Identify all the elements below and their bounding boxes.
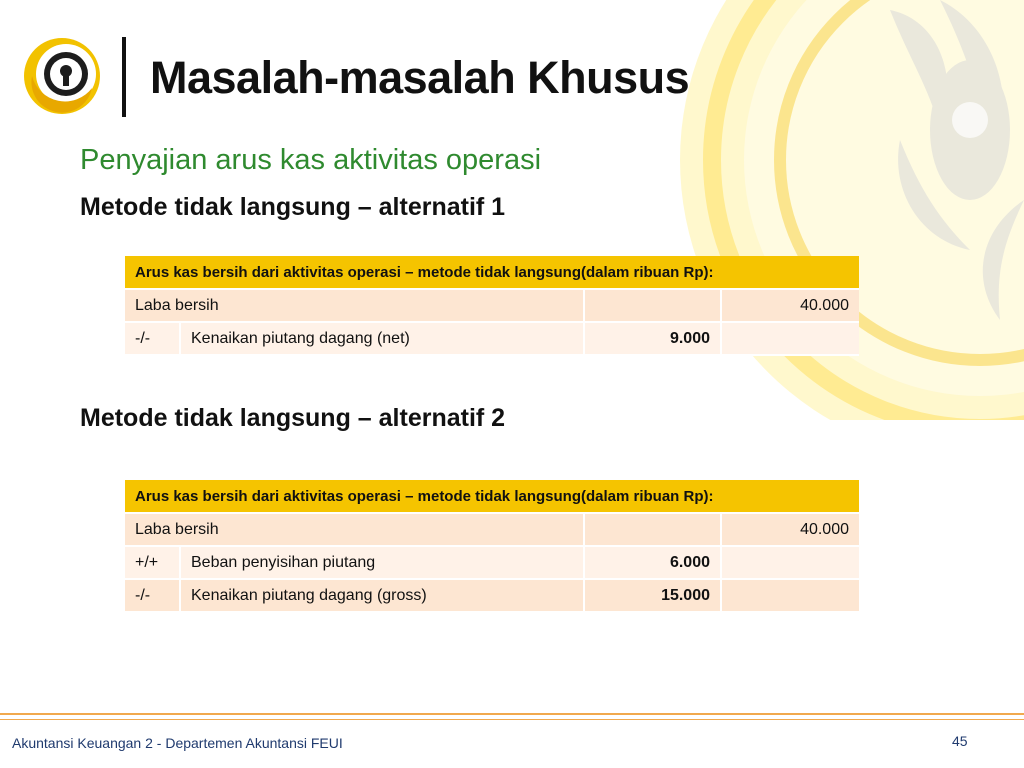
row-sign: -/-: [125, 323, 181, 356]
page-number: 45: [952, 733, 968, 749]
row-amount: 15.000: [585, 580, 722, 613]
university-logo-icon: [22, 36, 102, 116]
row-description: Laba bersih: [125, 514, 585, 547]
row-total: 40.000: [722, 290, 859, 323]
table-row: [125, 323, 859, 356]
footer-text: Akuntansi Keuangan 2 - Departemen Akuntansi FEUI: [12, 735, 343, 751]
table-header: Arus kas bersih dari aktivitas operasi – metode tidak langsung(dalam ribuan Rp):: [125, 256, 859, 290]
row-sign: -/-: [125, 580, 181, 613]
row-total-cell: [722, 580, 859, 613]
row-sign: +/+: [125, 547, 181, 580]
row-total-cell: [722, 323, 859, 356]
cashflow-table-alt2: [125, 480, 859, 613]
footer-divider-thin: [0, 719, 1024, 720]
title-divider: [122, 37, 126, 117]
row-description: Kenaikan piutang dagang (net): [181, 323, 585, 356]
makara-watermark-icon: [640, 0, 1024, 420]
row-description: Laba bersih: [125, 290, 585, 323]
table-header: Arus kas bersih dari aktivitas operasi – metode tidak langsung(dalam ribuan Rp):: [125, 480, 859, 514]
row-description: Beban penyisihan piutang: [181, 547, 585, 580]
table-row: [125, 290, 859, 323]
slide-title: Masalah-masalah Khusus: [150, 52, 690, 103]
row-total-cell: [722, 547, 859, 580]
row-amount: 6.000: [585, 547, 722, 580]
slide-subtitle: Penyajian arus kas aktivitas operasi: [80, 144, 542, 176]
footer-divider: [0, 713, 1024, 715]
section1-heading: Metode tidak langsung – alternatif 1: [80, 193, 506, 221]
row-total: 40.000: [722, 514, 859, 547]
row-description: Kenaikan piutang dagang (gross): [181, 580, 585, 613]
table-row: [125, 547, 859, 580]
row-amount: 9.000: [585, 323, 722, 356]
table-row: [125, 580, 859, 613]
row-amount-cell: [585, 290, 722, 323]
table-row: [125, 514, 859, 547]
row-amount-cell: [585, 514, 722, 547]
section2-heading: Metode tidak langsung – alternatif 2: [80, 404, 506, 432]
cashflow-table-alt1: [125, 256, 859, 356]
